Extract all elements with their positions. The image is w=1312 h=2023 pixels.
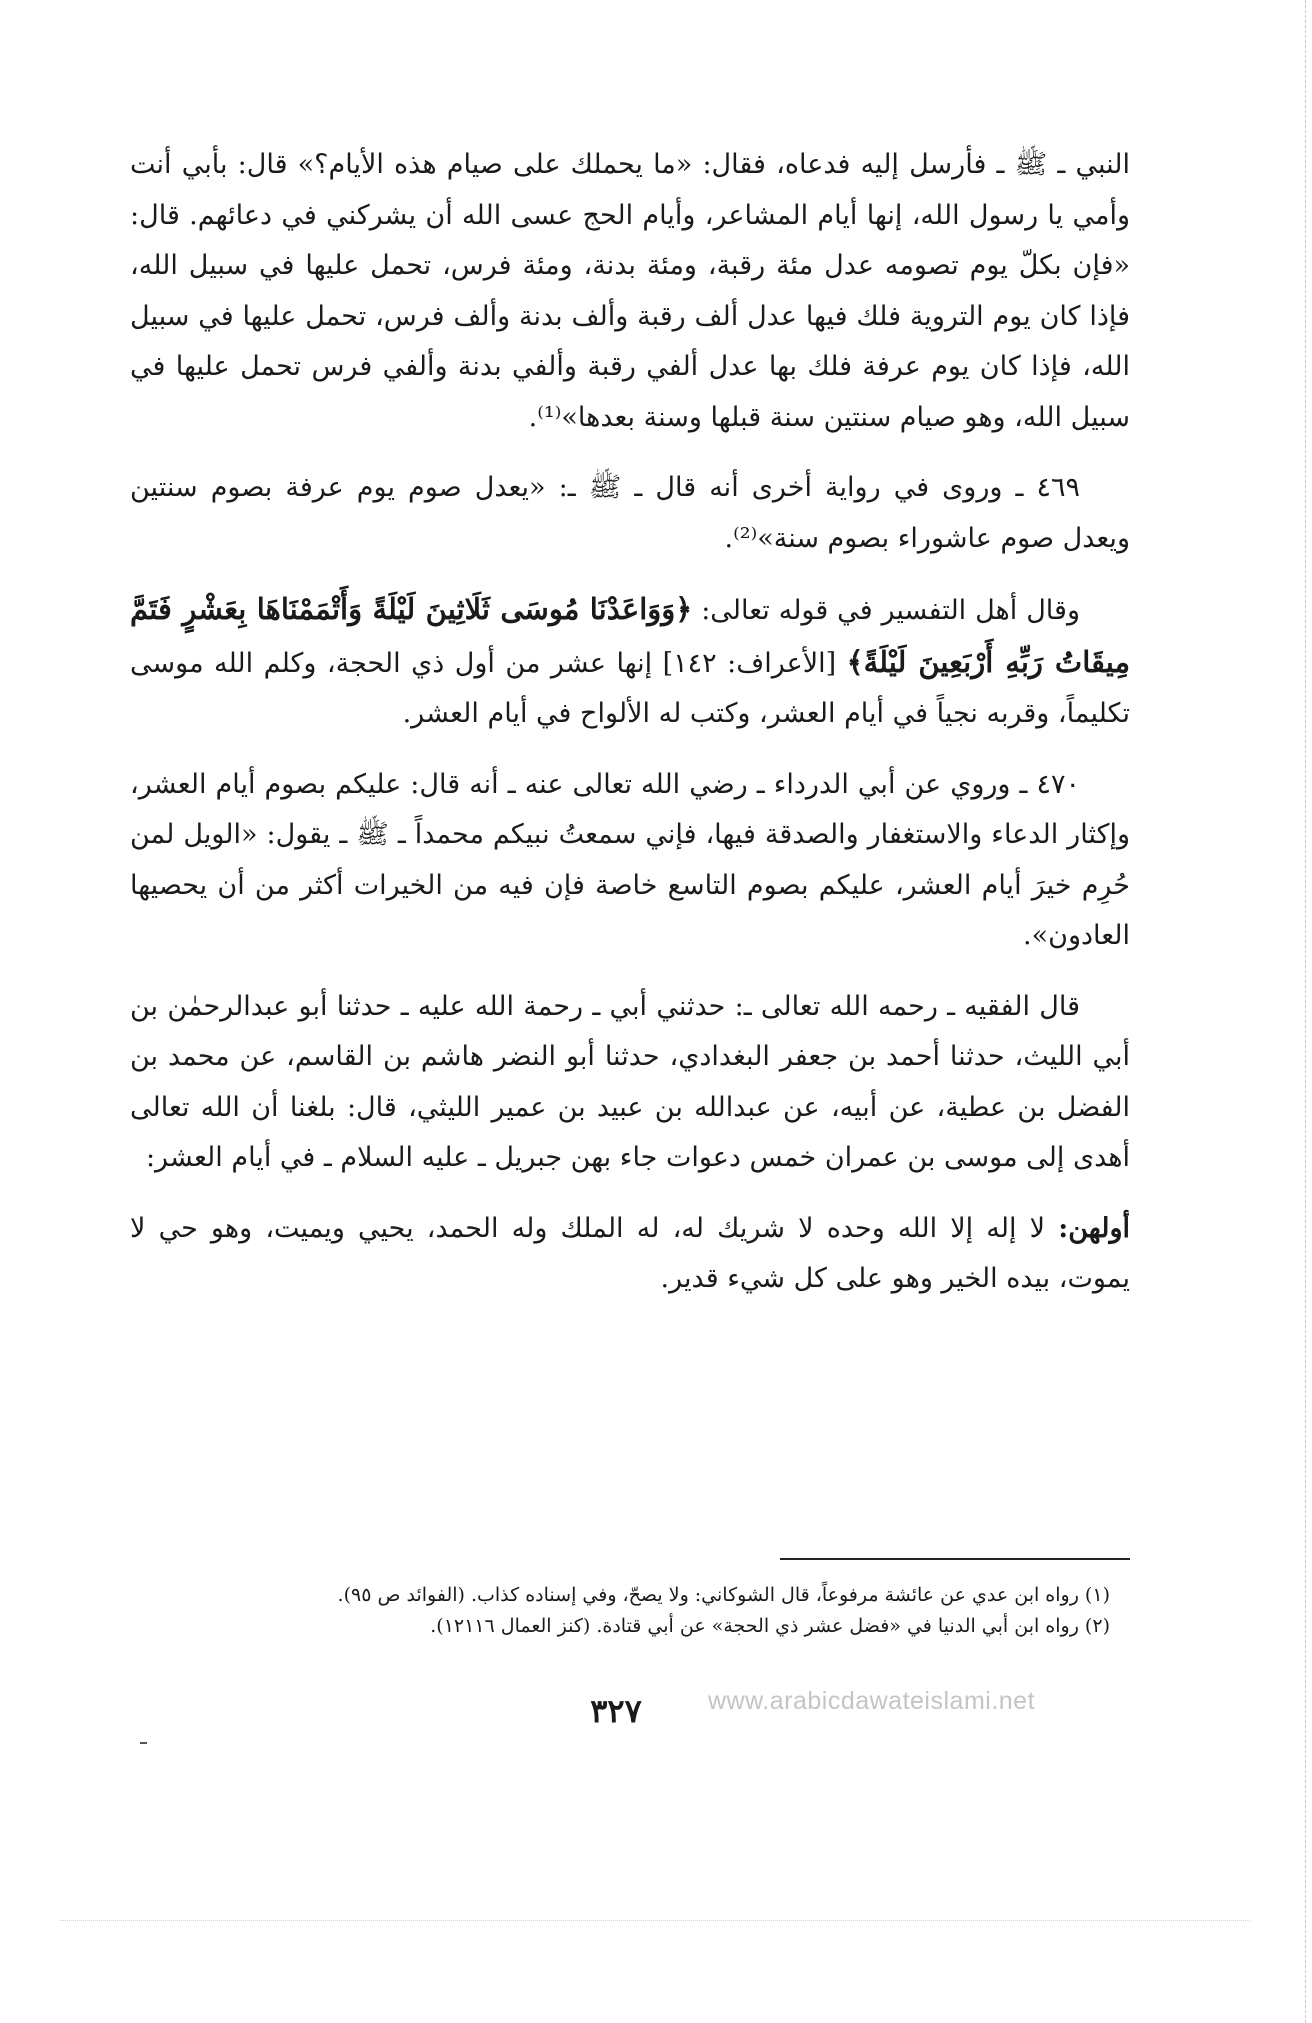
footnote-2: (٢) رواه ابن أبي الدنيا في «فضل عشر ذي الحجة» عن أبي قتادة. (كنز العمال ١٢١١٦). <box>430 1615 1110 1637</box>
footnotes <box>160 1580 1110 1642</box>
quran-verse: ﴿وَوَاعَدْنَا مُوسَى ثَلَاثِينَ لَيْلَةً وَأَتْمَمْنَاهَا بِعَشْرٍ فَتَمَّ مِيقَاتُ رَبِّهِ أَرْبَعِينَ لَيْلَةً﴾ <box>130 592 1130 679</box>
paragraph-hadith-continuation: النبي ـ ﷺ ـ فأرسل إليه فدعاه، فقال: «ما يحملك على صيام هذه الأيام؟» قال: بأبي أنت وأمي يا رسول الله، إنها أيام المشاعر، وأيام الحج عسى الله أن يشركني في دعائهم. قال: «فإن بكلّ يوم تصومه عدل مئة رقبة، ومئة بدنة، ومئة فرس، تحمل عليها في سبيل الله، فإذا كان يوم التروية فلك فيها عدل ألف رقبة وألف بدنة وألف فرس، تحمل عليها في سبيل الله، فإذا كان يوم عرفة فلك بها عدل ألفي رقبة وألفي بدنة وألفي فرس تحمل عليها في سبيل الله، وهو صيام سنتين سنة قبلها وسنة بعدها»⁽¹⁾. <box>130 149 1130 433</box>
footnote-1: (١) رواه ابن عدي عن عائشة مرفوعاً، قال الشوكاني: ولا يصحّ، وفي إسناده كذاب. (الفوائد ص ٩٥). <box>337 1584 1110 1606</box>
first-supplication-text: لا إله إلا الله وحده لا شريك له، له الملك وله الحمد، يحيي ويميت، وهو حي لا يموت، بيده الخير وهو على كل شيء قدير. <box>130 1212 1130 1294</box>
paragraph-first-supplication <box>130 1204 1130 1305</box>
tafsir-explanation: [الأعراف: ١٤٢] إنها عشر من أول ذي الحجة، وكلم الله موسى تكليماً، وقربه نجياً في أيام العشر، وكتب له الألواح في أيام العشر. <box>130 647 1130 729</box>
paragraph-hadith-469: ٤٦٩ ـ وروى في رواية أخرى أنه قال ـ ﷺ ـ: «يعدل صوم يوم عرفة بصوم سنتين ويعدل صوم عاشوراء بصوم سنة»⁽²⁾. <box>130 472 1130 554</box>
paragraph-hadith-470: ٤٧٠ ـ وروي عن أبي الدرداء ـ رضي الله تعالى عنه ـ أنه قال: عليكم بصوم أيام العشر، وإكثار الدعاء والاستغفار والصدقة فيها، فإني سمعتُ نبيكم محمداً ـ ﷺ ـ يقول: «الويل لمن حُرِم خيرَ أيام العشر، عليكم بصوم التاسع خاصة فإن فيه من الخيرات أكثر من أن يحصيها العادون». <box>130 768 1130 951</box>
main-text <box>130 140 1130 1325</box>
paragraph-isnad: قال الفقيه ـ رحمه الله تعالى ـ: حدثني أبي ـ رحمة الله عليه ـ حدثنا أبو عبدالرحمٰن بن أبي الليث، حدثنا أحمد بن جعفر البغدادي، حدثنا أبو النضر هاشم بن القاسم، عن محمد بن الفضل بن عطية، عن أبيه، عن عبدالله بن عبيد بن عمير الليثي، قال: بلغنا أن الله تعالى أهدى إلى موسى بن عمران خمس دعوات جاء بهن جبريل ـ عليه السلام ـ في أيام العشر: <box>130 990 1130 1173</box>
footnote-divider <box>780 1558 1130 1560</box>
page-number: ٣٢٧ <box>590 1692 642 1730</box>
tafsir-intro: وقال أهل التفسير في قوله تعالى: <box>701 595 1080 626</box>
scan-speck <box>140 1742 147 1744</box>
paragraph-tafsir <box>130 584 1130 740</box>
scan-edge-right <box>1304 0 1306 2023</box>
watermark-url: www.arabicdawateislami.net <box>708 1687 1036 1715</box>
first-supplication-label: أولهن: <box>1058 1212 1130 1244</box>
scan-edge-bottom <box>60 1920 1250 1922</box>
